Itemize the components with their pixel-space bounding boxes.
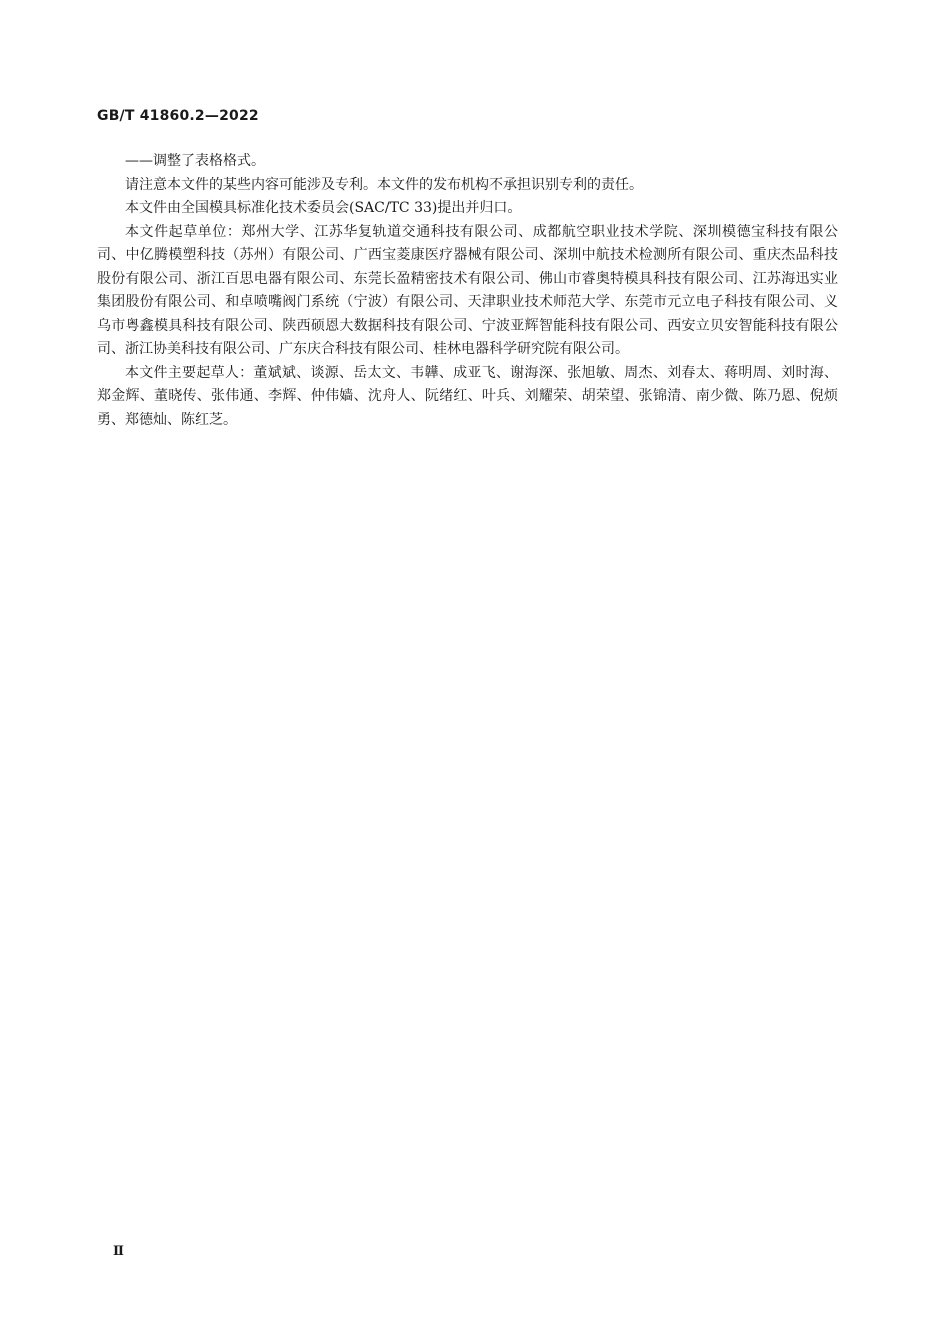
paragraph-drafting-units: 本文件起草单位：郑州大学、江苏华复轨道交通科技有限公司、成都航空职业技术学院、深圳模德宝科技有限公司、中亿腾模塑科技（苏州）有限公司、广西宝菱康医疗器械有限公司、深圳中航技术检测所有限公司、重庆杰品科技股份有限公司、浙江百思电器有限公司、东莞长盈精密技术有限公司、佛山市睿奥特模具科技有限公司、江苏海迅实业集团股份有限公司、和卓喷嘴阀门系统（宁波）有限公司、天津职业技术师范大学、东莞市元立电子科技有限公司、义乌市粤鑫模具科技有限公司、陕西硕恩大数据科技有限公司、宁波亚辉智能科技有限公司、西安立贝安智能科技有限公司、浙江协美科技有限公司、广东庆合科技有限公司、桂林电器科学研究院有限公司。 xyxy=(97,223,838,357)
document-body xyxy=(97,150,838,432)
paragraph-table-format: ——调整了表格格式。 xyxy=(125,153,265,169)
page-number: Ⅱ xyxy=(113,1244,124,1259)
paragraph-patent-notice: 请注意本文件的某些内容可能涉及专利。本文件的发布机构不承担识别专利的责任。 xyxy=(125,176,643,193)
standard-number: GB/T 41860.2—2022 xyxy=(97,108,259,124)
paragraph-drafters: 本文件主要起草人：董斌斌、谈源、岳太文、韦韡、成亚飞、谢海深、张旭敏、周杰、刘春太、蒋明周、刘时海、郑金辉、董晓传、张伟通、李辉、仲伟嫱、沈舟人、阮绪红、叶兵、刘耀荣、胡荣望、张锦清、南少微、陈乃恩、倪烦勇、郑德灿、陈红芝。 xyxy=(97,364,838,428)
paragraph-proposer: 本文件由全国模具标准化技术委员会(SAC/TC 33)提出并归口。 xyxy=(125,200,522,216)
